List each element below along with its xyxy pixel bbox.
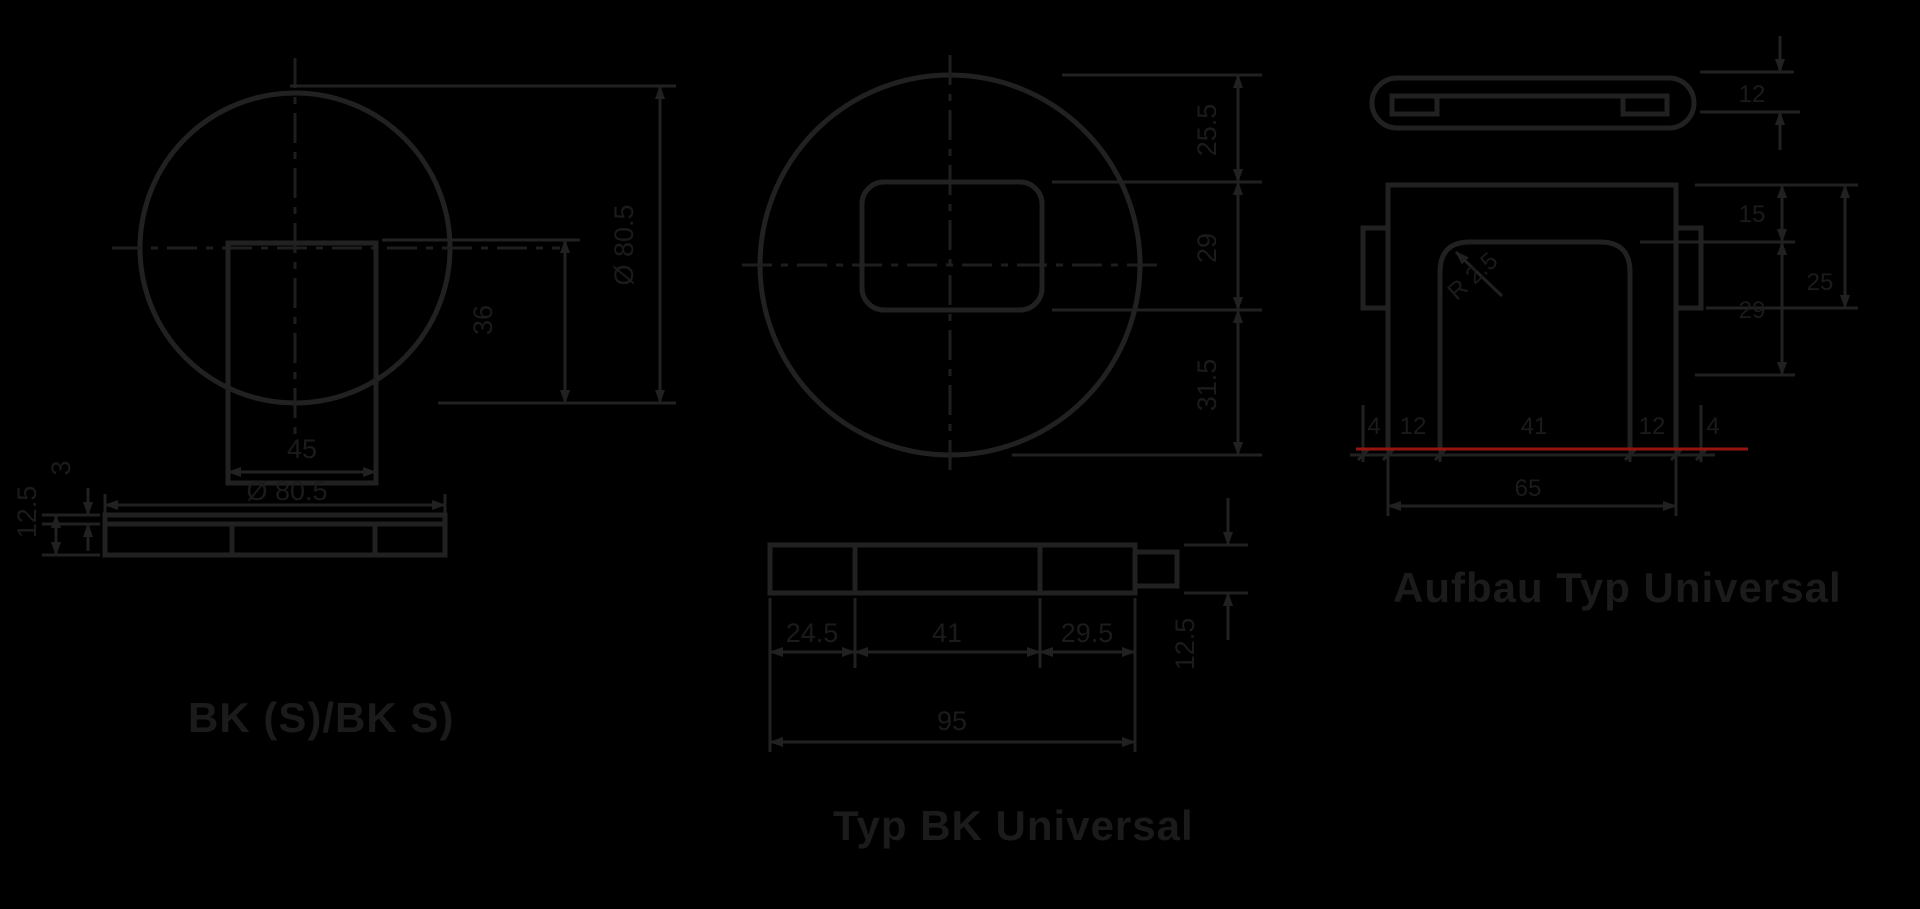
dim-label-flange: 25 (1806, 269, 1834, 296)
dim-label-radius: R 2.5 (1442, 247, 1504, 306)
dim-label-chain-4: 4 (1706, 413, 1720, 440)
middle-side-connector (1135, 552, 1177, 586)
middle-side-bar (770, 545, 1135, 593)
dim-label-side-width: Ø 80.5 (246, 476, 328, 506)
dim-label-chain-1: 12 (1399, 413, 1427, 440)
dim-label-bar-height: 12.5 (1170, 617, 1200, 671)
dim-label-depth: 15 (1738, 201, 1766, 228)
left-view-front (112, 58, 676, 483)
dim-label-overall: 95 (936, 706, 968, 736)
caption-middle: Typ BK Universal (833, 802, 1194, 849)
caption-left: BK (S)/BK S) (188, 694, 455, 741)
dim-label-seg-top: 25.5 (1192, 103, 1222, 157)
right-tab-right (1676, 228, 1701, 308)
dim-label-seg-bottom: 31.5 (1192, 358, 1222, 412)
dim-label-chain-left: 24.5 (785, 618, 839, 648)
middle-view-side (770, 498, 1248, 752)
dim-label-bar-thickness: 12 (1738, 81, 1766, 108)
right-view-top (1372, 36, 1800, 150)
middle-view-front (742, 55, 1262, 478)
dim-label-chain-mid: 41 (931, 618, 963, 648)
right-tab-left (1363, 228, 1388, 308)
right-top-bar-boss-right (1623, 96, 1667, 114)
right-housing-outline (1388, 185, 1676, 449)
dim-label-chain-right: 29.5 (1060, 618, 1114, 648)
right-view-front (1350, 185, 1858, 516)
dim-label-chain-3: 12 (1638, 413, 1666, 440)
dim-label-side-thickness: 3 (46, 460, 76, 476)
dim-label-seg-mid: 29 (1192, 232, 1222, 264)
middle-rocker-rect (862, 182, 1042, 310)
dim-label-chain-0: 4 (1367, 413, 1381, 440)
left-side-profile (105, 515, 445, 555)
right-top-bar (1372, 78, 1694, 128)
dim-label-rect-width: 45 (286, 434, 318, 464)
dim-label-channel: 29 (1738, 297, 1766, 324)
dim-label-side-height: 12.5 (12, 485, 42, 539)
caption-right: Aufbau Typ Universal (1393, 564, 1842, 611)
dim-label-outer-diameter: Ø 80.5 (609, 204, 639, 286)
dim-label-chain-2: 41 (1520, 413, 1548, 440)
right-top-bar-boss-left (1392, 96, 1437, 114)
dim-label-inner-height: 36 (468, 304, 498, 336)
dim-label-overall-right: 65 (1514, 475, 1542, 502)
